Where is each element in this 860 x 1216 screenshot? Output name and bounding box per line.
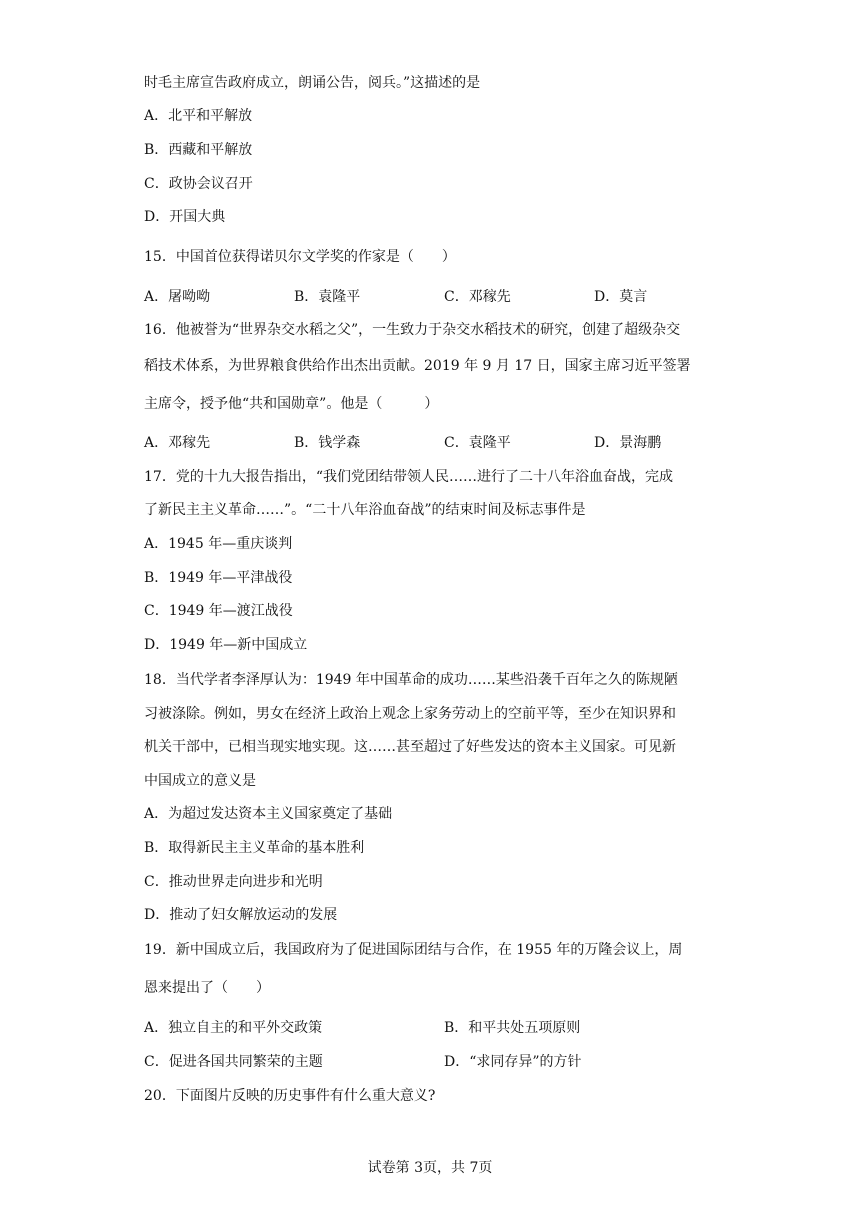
q17-option-c: C．1949 年—渡江战役 — [144, 603, 293, 619]
page-footer: 试卷第 3页，共 7页 — [367, 1160, 493, 1176]
q18-option-c: C．推动世界走向进步和光明 — [144, 874, 323, 890]
q16-option-c: C．袁隆平 — [444, 435, 511, 451]
q18-option-a: A．为超过发达资本主义国家奠定了基础 — [144, 806, 393, 822]
q17-stem-line-2: 了新民主主义革命……”。“二十八年浴血奋战”的结束时间及标志事件是 — [144, 502, 586, 518]
q18-stem-line-4: 中国成立的意义是 — [144, 773, 256, 789]
q14-stem-tail: 时毛主席宣告政府成立，朗诵公告，阅兵。”这描述的是 — [144, 75, 481, 91]
q16-stem-line-3: 主席令，授予他“共和国勋章”。他是（ ） — [144, 396, 439, 412]
q14-option-a: A．北平和平解放 — [144, 108, 253, 124]
q18-stem-line-2: 习被涤除。例如，男女在经济上政治上观念上家务劳动上的空前平等，至少在知识界和 — [144, 706, 676, 722]
q18-stem-line-1: 18．当代学者李泽厚认为：1949 年中国革命的成功……某些沿袭千百年之久的陈规陋 — [144, 672, 678, 688]
q19-stem-line-1: 19．新中国成立后，我国政府为了促进国际团结与合作，在 1955 年的万隆会议上，周 — [144, 942, 683, 958]
q17-option-a: A．1945 年—重庆谈判 — [144, 536, 293, 552]
q14-option-c: C．政协会议召开 — [144, 176, 253, 192]
q19-stem-line-2: 恩来提出了（ ） — [144, 980, 270, 996]
q17-stem-line-1: 17．党的十九大报告指出，“我们党团结带领人民……进行了二十八年浴血奋战，完成 — [144, 469, 673, 485]
q16-option-d: D．景海鹏 — [594, 435, 662, 451]
q14-option-d: D．开国大典 — [144, 209, 226, 225]
q19-option-a: A．独立自主的和平外交政策 — [144, 1020, 323, 1036]
q16-option-a: A．邓稼先 — [144, 435, 211, 451]
q16-option-b: B．钱学森 — [294, 435, 361, 451]
q19-option-c: C．促进各国共同繁荣的主题 — [144, 1054, 323, 1070]
q15-option-a: A．屠呦呦 — [144, 289, 211, 305]
q19-option-d: D．“求同存异”的方针 — [444, 1054, 582, 1070]
q15-stem: 15．中国首位获得诺贝尔文学奖的作家是（ ） — [144, 249, 456, 265]
q16-stem-line-1: 16．他被誉为“世界杂交水稻之父”，一生致力于杂交水稻技术的研究，创建了超级杂交 — [144, 322, 681, 338]
q15-option-b: B．袁隆平 — [294, 289, 361, 305]
q18-stem-line-3: 机关干部中，已相当现实地实现。这……甚至超过了好些发达的资本主义国家。可见新 — [144, 739, 676, 755]
q15-option-c: C．邓稼先 — [444, 289, 511, 305]
q14-option-b: B．西藏和平解放 — [144, 142, 253, 158]
q18-option-d: D．推动了妇女解放运动的发展 — [144, 907, 338, 923]
q16-stem-line-2: 稻技术体系，为世界粮食供给作出杰出贡献。2019 年 9 月 17 日，国家主席习近平签署 — [144, 358, 691, 374]
q15-option-d: D．莫言 — [594, 289, 648, 305]
q19-option-b: B．和平共处五项原则 — [444, 1020, 581, 1036]
q20-stem: 20．下面图片反映的历史事件有什么重大意义? — [144, 1088, 436, 1104]
q18-option-b: B．取得新民主主义革命的基本胜利 — [144, 840, 365, 856]
q17-option-d: D．1949 年—新中国成立 — [144, 637, 308, 653]
q17-option-b: B．1949 年—平津战役 — [144, 570, 293, 586]
